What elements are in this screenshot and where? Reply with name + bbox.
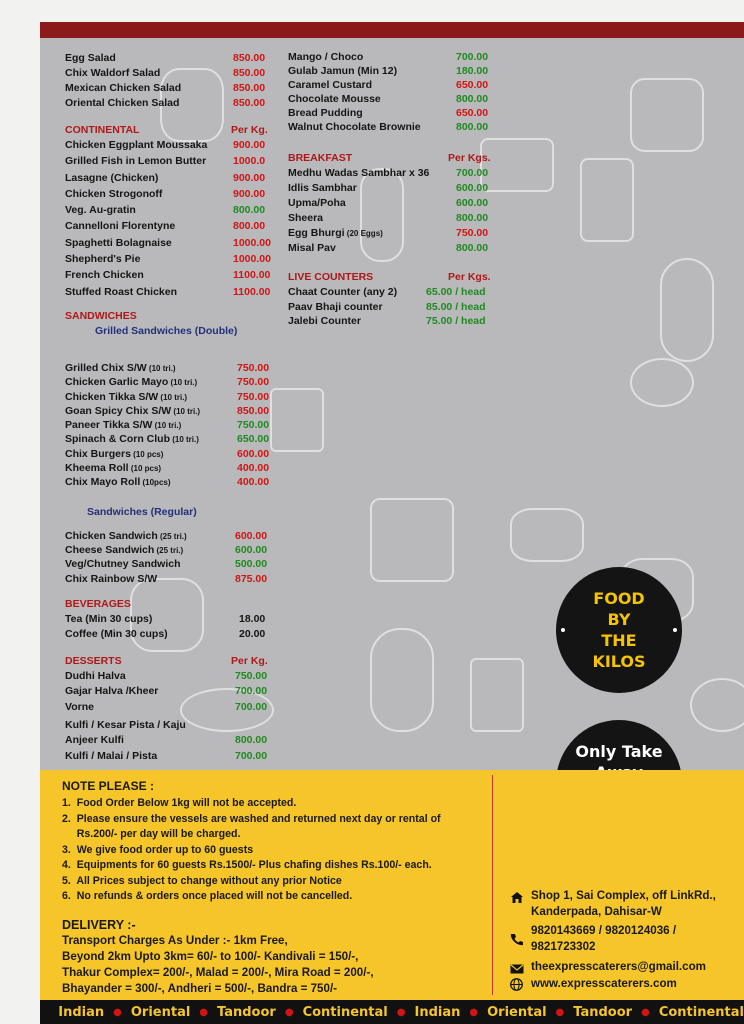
menu-item-name: Sheera xyxy=(288,212,324,224)
menu-item-row xyxy=(288,79,498,93)
menu-item-price: 750.00 xyxy=(235,669,268,682)
menu-item-price: 900.00 xyxy=(233,187,266,200)
notes-section xyxy=(62,779,441,906)
menu-item-row xyxy=(65,544,275,558)
menu-item-row xyxy=(65,269,275,285)
menu-item-price: 650.00 xyxy=(456,79,489,91)
kitchen-outline-icon xyxy=(580,158,634,242)
menu-item-qty: (25 tri.) xyxy=(154,545,184,555)
menu-item-name: Idlis Sambhar xyxy=(288,182,357,194)
menu-item-price: 850.00 xyxy=(233,67,266,79)
menu-item-row xyxy=(288,286,498,301)
section-unit: Per Kg. xyxy=(231,124,268,136)
menu-item-row xyxy=(288,93,498,107)
menu-item-name: Vorne xyxy=(65,700,94,713)
menu-item-price: 900.00 xyxy=(233,139,266,151)
email-text[interactable]: theexpresscaterers@gmail.com xyxy=(531,960,706,973)
live-counters-header xyxy=(288,271,498,286)
left-menu-column xyxy=(65,52,275,765)
menu-item-name: Chicken Sandwich (25 tri.) xyxy=(65,529,187,542)
menu-item-name: Veg. Au-gratin xyxy=(65,204,136,217)
bullet-separator: ● xyxy=(555,1006,565,1018)
menu-item-name: Coffee (Min 30 cups) xyxy=(65,627,168,640)
menu-item-price: 850.00 xyxy=(233,97,266,109)
menu-item-price: 700.00 xyxy=(235,685,268,698)
menu-item-price: 800.00 xyxy=(456,212,489,224)
menu-item-row xyxy=(65,701,275,719)
menu-item-name: Shepherd's Pie xyxy=(65,253,141,266)
kitchen-outline-icon xyxy=(370,628,434,732)
menu-item-name: Paav Bhaji counter xyxy=(288,300,383,313)
menu-item-row xyxy=(65,376,275,390)
menu-item-name: Gajar Halva /Kheer xyxy=(65,685,159,698)
cuisine-footer xyxy=(40,1000,744,1024)
menu-item-row xyxy=(65,405,275,419)
menu-item-name: Chix Rainbow S/W xyxy=(65,572,158,585)
section-unit: Per Kg. xyxy=(231,654,268,667)
kitchen-outline-icon xyxy=(690,678,744,732)
menu-item-name: Paneer Tikka S/W (10 tri.) xyxy=(65,419,182,432)
section-unit: Per Kgs. xyxy=(448,271,491,283)
subsection-title: Grilled Sandwiches (Double) xyxy=(95,324,238,337)
cuisine-label: Tandoor xyxy=(573,1004,633,1020)
menu-item-row xyxy=(65,362,275,376)
bullet-separator: ● xyxy=(113,1006,122,1018)
section-title: BEVERAGES xyxy=(65,597,131,610)
cuisine-label: Oriental xyxy=(487,1004,547,1020)
menu-item-name: French Chicken xyxy=(65,269,144,282)
bullet-separator: ● xyxy=(641,1006,650,1018)
menu-item-qty: (25 tri.) xyxy=(157,531,187,541)
menu-item-price: 650.00 xyxy=(456,107,489,119)
badge-line: Only Take xyxy=(575,742,663,761)
menu-item-name: Goan Spicy Chix S/W (10 tri.) xyxy=(65,404,201,417)
menu-item-price: 700.00 xyxy=(235,749,268,762)
menu-item-row xyxy=(65,628,275,643)
menu-item-price: 20.00 xyxy=(239,627,266,640)
phone-icon xyxy=(510,933,523,949)
menu-item-price: 800.00 xyxy=(233,220,266,233)
menu-item-name: Egg Bhurgi (20 Eggs) xyxy=(288,227,383,239)
section-title: DESSERTS xyxy=(65,654,122,667)
menu-item-price: 75.00 / head xyxy=(426,315,486,327)
menu-item-price: 750.00 xyxy=(237,361,270,374)
desserts-header xyxy=(65,655,275,670)
menu-item-name: Spaghetti Bolagnaise xyxy=(65,236,172,249)
note-item: 2. Please ensure the vessels are washed and returned next day or rental of xyxy=(62,812,441,825)
menu-item-name: Lasagne (Chicken) xyxy=(65,171,159,184)
breakfast-header xyxy=(288,152,498,167)
menu-item-name: Dudhi Halva xyxy=(65,669,126,682)
menu-item-name: Misal Pav xyxy=(288,242,336,254)
menu-item-price: 800.00 xyxy=(456,242,489,254)
badge-line: BY xyxy=(607,610,631,629)
menu-item-name: Chicken Garlic Mayo (10 tri.) xyxy=(65,376,198,389)
right-menu-column xyxy=(288,51,498,330)
menu-item-row xyxy=(65,685,275,701)
menu-item-price: 85.00 / head xyxy=(426,300,486,313)
menu-item-name: Chocolate Mousse xyxy=(288,93,381,105)
beverages-header xyxy=(65,598,275,613)
menu-item-name: Grilled Chix S/W (10 tri.) xyxy=(65,361,176,374)
menu-item-qty: (10pcs) xyxy=(140,478,171,488)
menu-item-price: 1000.00 xyxy=(233,236,271,249)
menu-item-row xyxy=(288,197,498,212)
menu-item-row xyxy=(288,51,498,65)
kitchen-outline-icon xyxy=(630,358,694,407)
cuisine-label: Indian xyxy=(58,1004,105,1020)
menu-item-row xyxy=(65,419,275,433)
kitchen-outline-icon xyxy=(510,508,584,562)
menu-item-row xyxy=(288,242,498,257)
menu-item-name: Oriental Chicken Salad xyxy=(65,97,180,109)
top-border xyxy=(40,22,744,38)
menu-item-row xyxy=(65,530,275,544)
note-item: Rs.200/- per day will be charged. xyxy=(62,828,241,840)
kitchen-outline-icon xyxy=(370,498,454,582)
bullet-separator: ● xyxy=(284,1006,294,1018)
menu-item-price: 750.00 xyxy=(237,419,270,432)
note-item: 6. No refunds & orders once placed will not be cancelled. xyxy=(62,890,353,902)
menu-item-name: Bread Pudding xyxy=(288,107,363,119)
menu-item-name: Medhu Wadas Sambhar x 36 xyxy=(288,167,430,179)
menu-item-price: 750.00 xyxy=(237,390,270,403)
badge-line: FOOD xyxy=(593,589,645,608)
kitchen-outline-icon xyxy=(660,258,714,362)
bullet-separator: ● xyxy=(199,1006,209,1018)
menu-item-price: 850.00 xyxy=(237,404,270,417)
website-text[interactable]: www.expresscaterers.com xyxy=(531,977,677,990)
menu-item-name: Tea (Min 30 cups) xyxy=(65,612,153,625)
menu-item-price: 600.00 xyxy=(235,529,268,542)
menu-item-price: 650.00 xyxy=(237,433,270,446)
menu-item-qty: (10 tri.) xyxy=(171,406,201,416)
menu-item-row xyxy=(65,734,275,750)
food-by-kilos-badge xyxy=(556,567,682,693)
menu-item-row xyxy=(65,52,275,67)
menu-item-row xyxy=(65,204,275,220)
notes-title: NOTE PLEASE : xyxy=(62,779,155,793)
menu-item-name: Upma/Poha xyxy=(288,197,346,209)
menu-item-row xyxy=(65,448,275,462)
menu-item-price: 800.00 xyxy=(456,93,489,105)
section-title: BREAKFAST xyxy=(288,152,353,164)
menu-item-row xyxy=(65,67,275,82)
menu-item-name: Walnut Chocolate Brownie xyxy=(288,121,421,133)
menu-item-price: 180.00 xyxy=(456,65,489,77)
delivery-line: Beyond 2km Upto 3km= 60/- to 100/- Kandivali = 150/-, xyxy=(62,950,359,963)
menu-item-price: 1000.00 xyxy=(233,253,271,266)
menu-item-price: 400.00 xyxy=(237,476,270,489)
section-title: SANDWICHES xyxy=(65,309,137,322)
continental-header xyxy=(65,124,275,139)
menu-item-row xyxy=(288,301,498,316)
note-item: 1. Food Order Below 1kg will not be accepted. xyxy=(62,797,297,809)
section-unit: Per Kgs. xyxy=(448,152,491,164)
grilled-subheader xyxy=(65,325,275,340)
address-line-1: Shop 1, Sai Complex, off LinkRd., xyxy=(531,889,716,902)
menu-item-price: 65.00 / head xyxy=(426,286,486,298)
menu-item-row xyxy=(65,220,275,236)
menu-item-price: 600.00 xyxy=(235,543,268,556)
badge-line: KILOS xyxy=(592,652,646,671)
home-icon xyxy=(510,891,524,907)
menu-item-name: Chix Burgers (10 pcs) xyxy=(65,447,164,460)
menu-item-name: Chix Mayo Roll (10pcs) xyxy=(65,476,171,489)
menu-item-row xyxy=(65,155,275,171)
menu-item-price: 800.00 xyxy=(233,204,266,217)
menu-item-row xyxy=(65,719,275,735)
subsection-title: Sandwiches (Regular) xyxy=(87,505,197,518)
menu-item-name: Jalebi Counter xyxy=(288,315,361,327)
menu-item-price: 750.00 xyxy=(456,227,489,239)
email-icon xyxy=(510,964,524,977)
menu-item-price: 1100.00 xyxy=(233,269,271,282)
menu-item-price: 700.00 xyxy=(235,700,268,713)
menu-item-row xyxy=(65,462,275,476)
menu-item-price: 900.00 xyxy=(233,171,266,184)
address-line-2: Kanderpada, Dahisar-W xyxy=(531,905,662,918)
note-item: 5. All Prices subject to change without any prior Notice xyxy=(62,874,342,887)
menu-item-name: Gulab Jamun (Min 12) xyxy=(288,65,398,77)
menu-item-name: Grilled Fish in Lemon Butter xyxy=(65,155,207,168)
menu-item-qty: (10 tri.) xyxy=(168,378,198,388)
menu-item-row xyxy=(65,286,275,302)
note-item: 4. Equipments for 60 guests Rs.1500/- Plus chafing dishes Rs.100/- each. xyxy=(62,859,432,871)
menu-item-row xyxy=(65,391,275,405)
delivery-title: DELIVERY :- xyxy=(62,918,136,932)
menu-item-name: Kulfi / Malai / Pista xyxy=(65,749,158,762)
menu-item-price: 18.00 xyxy=(239,612,266,625)
menu-item-name: Chix Waldorf Salad xyxy=(65,67,161,79)
menu-item-row xyxy=(65,750,275,766)
menu-item-price: 750.00 xyxy=(237,376,270,389)
phone-line-1: 9820143669 / 9820124036 / xyxy=(531,924,677,937)
menu-item-row xyxy=(65,237,275,253)
menu-item-price: 800.00 xyxy=(456,121,489,133)
cuisine-label: Tandoor xyxy=(217,1004,276,1020)
menu-item-qty: (10 tri.) xyxy=(158,392,188,402)
note-item: 3. We give food order up to 60 guests xyxy=(62,843,254,856)
delivery-line: Bhayander = 300/-, Andheri = 500/-, Bandra = 750/- xyxy=(62,982,338,995)
menu-item-name: Caramel Custard xyxy=(288,79,373,91)
menu-item-name: Anjeer Kulfi xyxy=(65,734,124,747)
delivery-line: Transport Charges As Under :- 1km Free, xyxy=(62,934,288,947)
menu-item-qty: (10 tri.) xyxy=(170,435,199,445)
menu-item-price: 700.00 xyxy=(456,51,489,63)
phone-line-2: 9821723302 xyxy=(531,940,596,953)
menu-item-row xyxy=(288,315,498,330)
kitchen-outline-icon xyxy=(270,388,324,452)
menu-item-row xyxy=(65,670,275,686)
menu-item-name: Chicken Strogonoff xyxy=(65,187,163,200)
menu-item-qty: (10 tri.) xyxy=(152,421,182,431)
menu-item-qty: (10 pcs) xyxy=(128,464,162,474)
menu-item-price: 500.00 xyxy=(235,558,268,571)
menu-item-name: Stuffed Roast Chicken xyxy=(65,285,178,298)
menu-item-row xyxy=(65,433,275,447)
badge-line: THE xyxy=(601,631,637,650)
menu-item-price: 600.00 xyxy=(456,197,489,209)
menu-item-price: 1100.00 xyxy=(233,285,271,298)
menu-item-name: Veg/Chutney Sandwich xyxy=(65,558,181,571)
menu-item-price: 875.00 xyxy=(235,572,268,585)
menu-item-row xyxy=(65,613,275,628)
menu-item-row xyxy=(288,227,498,242)
menu-item-name: Chicken Tikka S/W (10 tri.) xyxy=(65,390,188,403)
menu-item-row xyxy=(65,558,275,572)
cuisine-label: Indian xyxy=(414,1004,461,1020)
menu-item-price: 600.00 xyxy=(456,182,489,194)
menu-item-name: Chaat Counter (any 2) xyxy=(288,286,398,298)
menu-item-row xyxy=(65,253,275,269)
menu-item-row xyxy=(288,212,498,227)
menu-item-price: 1000.0 xyxy=(233,155,266,168)
menu-item-price: 850.00 xyxy=(233,52,266,64)
menu-item-row xyxy=(65,573,275,587)
menu-item-row xyxy=(288,107,498,121)
menu-item-name: Egg Salad xyxy=(65,52,116,64)
menu-item-price: 700.00 xyxy=(456,167,489,179)
menu-item-name: Mango / Choco xyxy=(288,51,364,63)
menu-item-row xyxy=(288,121,498,135)
regular-subheader xyxy=(65,506,275,521)
menu-item-price: 850.00 xyxy=(233,82,266,94)
menu-item-row xyxy=(65,172,275,188)
menu-item-qty: (10 pcs) xyxy=(130,449,164,459)
menu-item-row xyxy=(65,97,275,112)
menu-item-name: Cannelloni Florentyne xyxy=(65,220,176,233)
section-title: LIVE COUNTERS xyxy=(288,271,374,283)
bullet-separator: ● xyxy=(469,1006,479,1018)
menu-item-price: 400.00 xyxy=(237,462,270,475)
section-title: CONTINENTAL xyxy=(65,124,140,136)
delivery-section xyxy=(62,918,374,998)
menu-item-row xyxy=(288,65,498,79)
globe-icon xyxy=(510,978,523,994)
menu-item-qty: (10 tri.) xyxy=(146,363,176,373)
menu-item-row xyxy=(65,188,275,204)
cuisine-label: Continental xyxy=(302,1004,388,1020)
menu-item-row xyxy=(65,476,275,490)
menu-item-name: Chicken Eggplant Moussaka xyxy=(65,139,208,151)
cuisine-label: Oriental xyxy=(130,1004,191,1020)
menu-item-price: 800.00 xyxy=(235,734,268,747)
menu-item-row xyxy=(65,82,275,97)
kitchen-outline-icon xyxy=(470,658,524,732)
delivery-line: Thakur Complex= 200/-, Malad = 200/-, Mira Road = 200/-, xyxy=(62,966,374,979)
bullet-separator: ● xyxy=(396,1006,406,1018)
sandwiches-header xyxy=(65,310,275,325)
cuisine-label: Continental xyxy=(658,1004,744,1020)
menu-item-price: 600.00 xyxy=(237,447,270,460)
menu-item-name: Kheema Roll (10 pcs) xyxy=(65,462,162,475)
menu-item-qty: (20 Eggs) xyxy=(344,229,383,238)
menu-item-row xyxy=(65,139,275,155)
menu-item-row xyxy=(288,182,498,197)
menu-item-name: Kulfi / Kesar Pista / Kaju xyxy=(65,718,186,731)
kitchen-outline-icon xyxy=(630,78,704,152)
menu-item-name: Cheese Sandwich (25 tri.) xyxy=(65,543,184,556)
panel-divider xyxy=(492,775,493,995)
menu-item-row xyxy=(288,167,498,182)
menu-item-name: Mexican Chicken Salad xyxy=(65,82,182,94)
menu-item-name: Spinach & Corn Club (10 tri.) xyxy=(65,433,199,446)
